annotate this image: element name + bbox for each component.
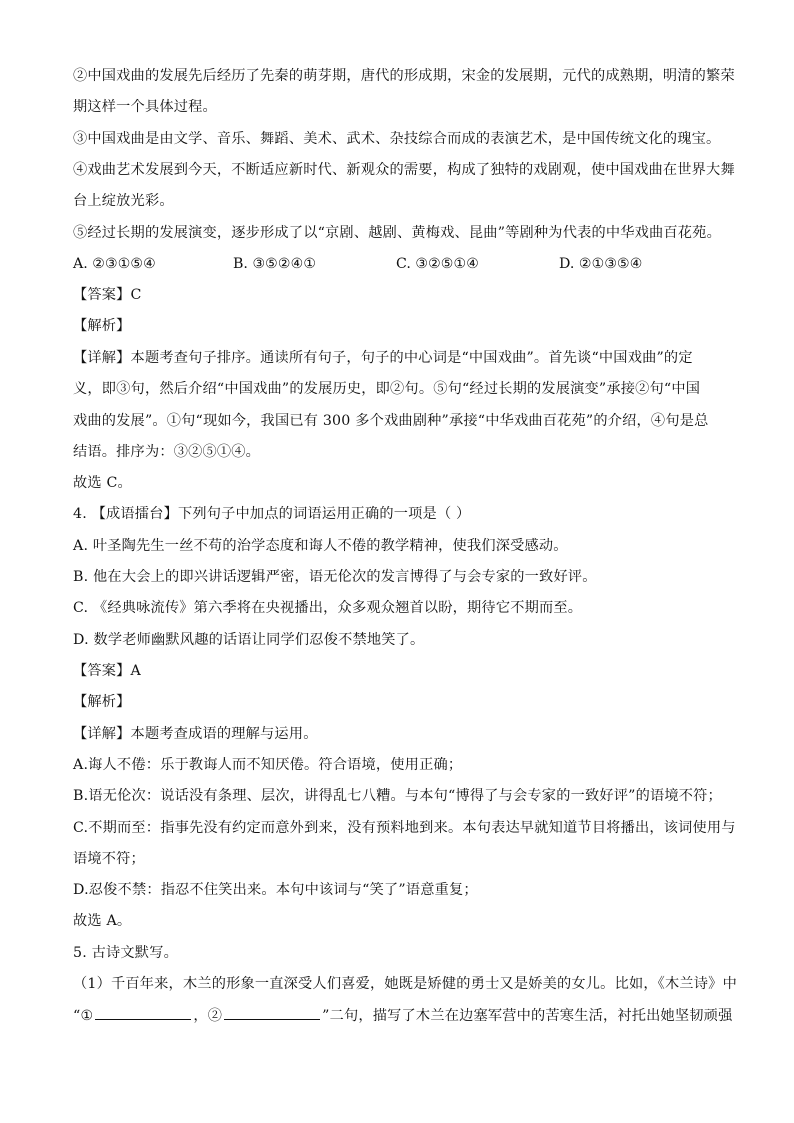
q5-quote-open: “①: [73, 1008, 94, 1024]
q3-detail-line-2: 义，即③句，然后介绍“中国戏曲”的发展历史，即②句。⑤句“经过长期的发展演变”承接②句“中国: [73, 381, 701, 397]
q3-analysis-label: 【解析】: [73, 318, 131, 334]
q4-detail-line-2: A.诲人不倦：乐于教诲人而不知厌倦。符合语境，使用正确；: [73, 757, 463, 773]
option-d: D. ②①③⑤④: [559, 256, 643, 272]
q4-detail-line-3: B.语无伦次：说话没有条理、层次，讲得乱七八糟。与本句“博得了与会专家的一致好评”的语境不符；: [73, 788, 722, 804]
q3-choice: 故选 C。: [73, 475, 132, 491]
q4-analysis-label: 【解析】: [73, 694, 131, 710]
option-a: A. ②③①⑤④: [73, 256, 156, 272]
sentence-4-line-1: ④戏曲艺术发展到今天，不断适应新时代、新观众的需要，构成了独特的戏剧观，使中国戏曲在世界大舞: [73, 162, 735, 178]
q3-answer: 【答案】C: [73, 287, 142, 303]
q4-stem: 4. 【成语擂台】下列句子中加点的词语运用正确的一项是（ ）: [73, 506, 471, 522]
sentence-4-line-2: 台上绽放光彩。: [73, 193, 174, 209]
q4-option-c: C. 《经典咏流传》第六季将在央视播出，众多观众翘首以盼，期待它不期而至。: [73, 600, 583, 616]
q5-stem: 5. 古诗文默写。: [73, 945, 178, 961]
sentence-2-line-2: 期这样一个具体过程。: [73, 99, 217, 115]
blank-2[interactable]: [224, 1005, 320, 1020]
option-b: B. ③⑤②④①: [233, 256, 317, 272]
q4-detail-line-4: C.不期而至：指事先没有约定而意外到来，没有预料地到来。本句表达早就知道节目将播出，该词使用与: [73, 820, 736, 836]
option-c: C. ③②⑤①④: [396, 256, 479, 272]
q3-detail-line-4: 结语。排序为：③②⑤①④。: [73, 444, 261, 460]
sentence-5: ⑤经过长期的发展演变，逐步形成了以“京剧、越剧、黄梅戏、昆曲”等剧种为代表的中华戏曲百花苑。: [73, 225, 721, 241]
blank-1[interactable]: [95, 1005, 191, 1020]
q3-detail-line-3: 戏曲的发展”。①句“现如今，我国已有 300 多个戏曲剧种”承接“中华戏曲百花苑”的介绍，④句是总: [73, 413, 709, 429]
q4-option-b: B. 他在大会上的即兴讲话逻辑严密，语无伦次的发言博得了与会专家的一致好评。: [73, 569, 597, 585]
q5-part-1-line-1: （1）千百年来，木兰的形象一直深受人们喜爱，她既是矫健的勇士又是娇美的女儿。比如，《木兰诗》中: [73, 976, 737, 992]
q4-option-a: A. 叶圣陶先生一丝不苟的治学态度和诲人不倦的教学精神，使我们深受感动。: [73, 538, 568, 554]
q3-detail-line-1: 【详解】本题考查句子排序。通读所有句子，句子的中心词是“中国戏曲”。首先谈“中国戏曲”的定: [73, 350, 693, 366]
sentence-2-line-1: ②中国戏曲的发展先后经历了先秦的萌芽期，唐代的形成期，宋金的发展期，元代的成熟期，明清的繁荣: [73, 68, 735, 84]
sentence-3: ③中国戏曲是由文学、音乐、舞蹈、美术、武术、杂技综合而成的表演艺术，是中国传统文化的瑰宝。: [73, 131, 721, 147]
q4-option-d: D. 数学老师幽默风趣的话语让同学们忍俊不禁地笑了。: [73, 632, 425, 648]
q5-part-1-line-2: [73, 1005, 732, 1026]
q5-quote-close: ”二句，描写了木兰在边塞军营中的苦寒生活，衬托出她坚韧顽强: [322, 1008, 733, 1024]
q5-quote-mid: ，②: [193, 1008, 223, 1024]
q4-detail-line-6: D.忍俊不禁：指忍不住笑出来。本句中该词与“笑了”语意重复；: [73, 882, 478, 898]
q4-detail-line-1: 【详解】本题考查成语的理解与运用。: [73, 726, 318, 742]
q4-choice: 故选 A。: [73, 913, 132, 929]
q4-detail-line-5: 语境不符；: [73, 851, 145, 867]
q4-answer: 【答案】A: [73, 663, 141, 679]
